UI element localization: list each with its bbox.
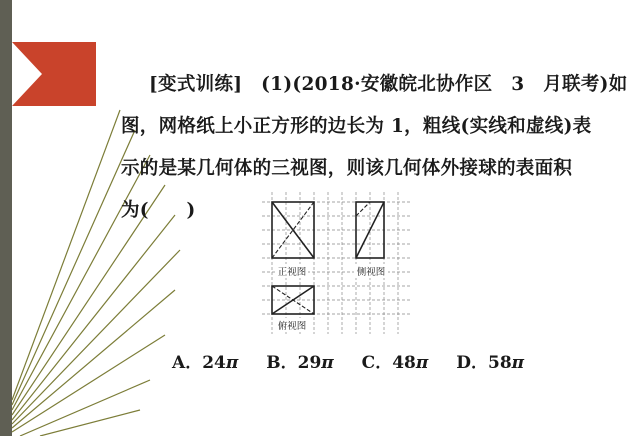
side-view-label: 侧视图 <box>356 267 386 278</box>
red-arrow-banner <box>12 42 96 106</box>
front-view-label: 正视图 <box>277 267 307 278</box>
problem-line-3: 示的是某几何体的三视图，则该几何体外接球的表面积 <box>121 158 573 179</box>
answer-choices <box>172 348 546 373</box>
problem-line-1: [变式训练] (1)(2018·安徽皖北协作区 3 月联考)如 <box>149 74 628 95</box>
choice-b[interactable]: B．29π <box>266 353 334 373</box>
grid-lines <box>262 192 412 334</box>
choice-d[interactable]: D．58π <box>456 353 525 373</box>
choice-c[interactable]: C．48π <box>361 353 429 373</box>
problem-line-2: 图，网格纸上小正方形的边长为 1，粗线(实线和虚线)表 <box>121 116 592 137</box>
problem-line-4: 为( ) <box>121 200 196 221</box>
top-view-label: 俯视图 <box>277 321 307 332</box>
three-view-diagram <box>262 192 412 334</box>
choice-a[interactable]: A．24π <box>172 353 239 373</box>
